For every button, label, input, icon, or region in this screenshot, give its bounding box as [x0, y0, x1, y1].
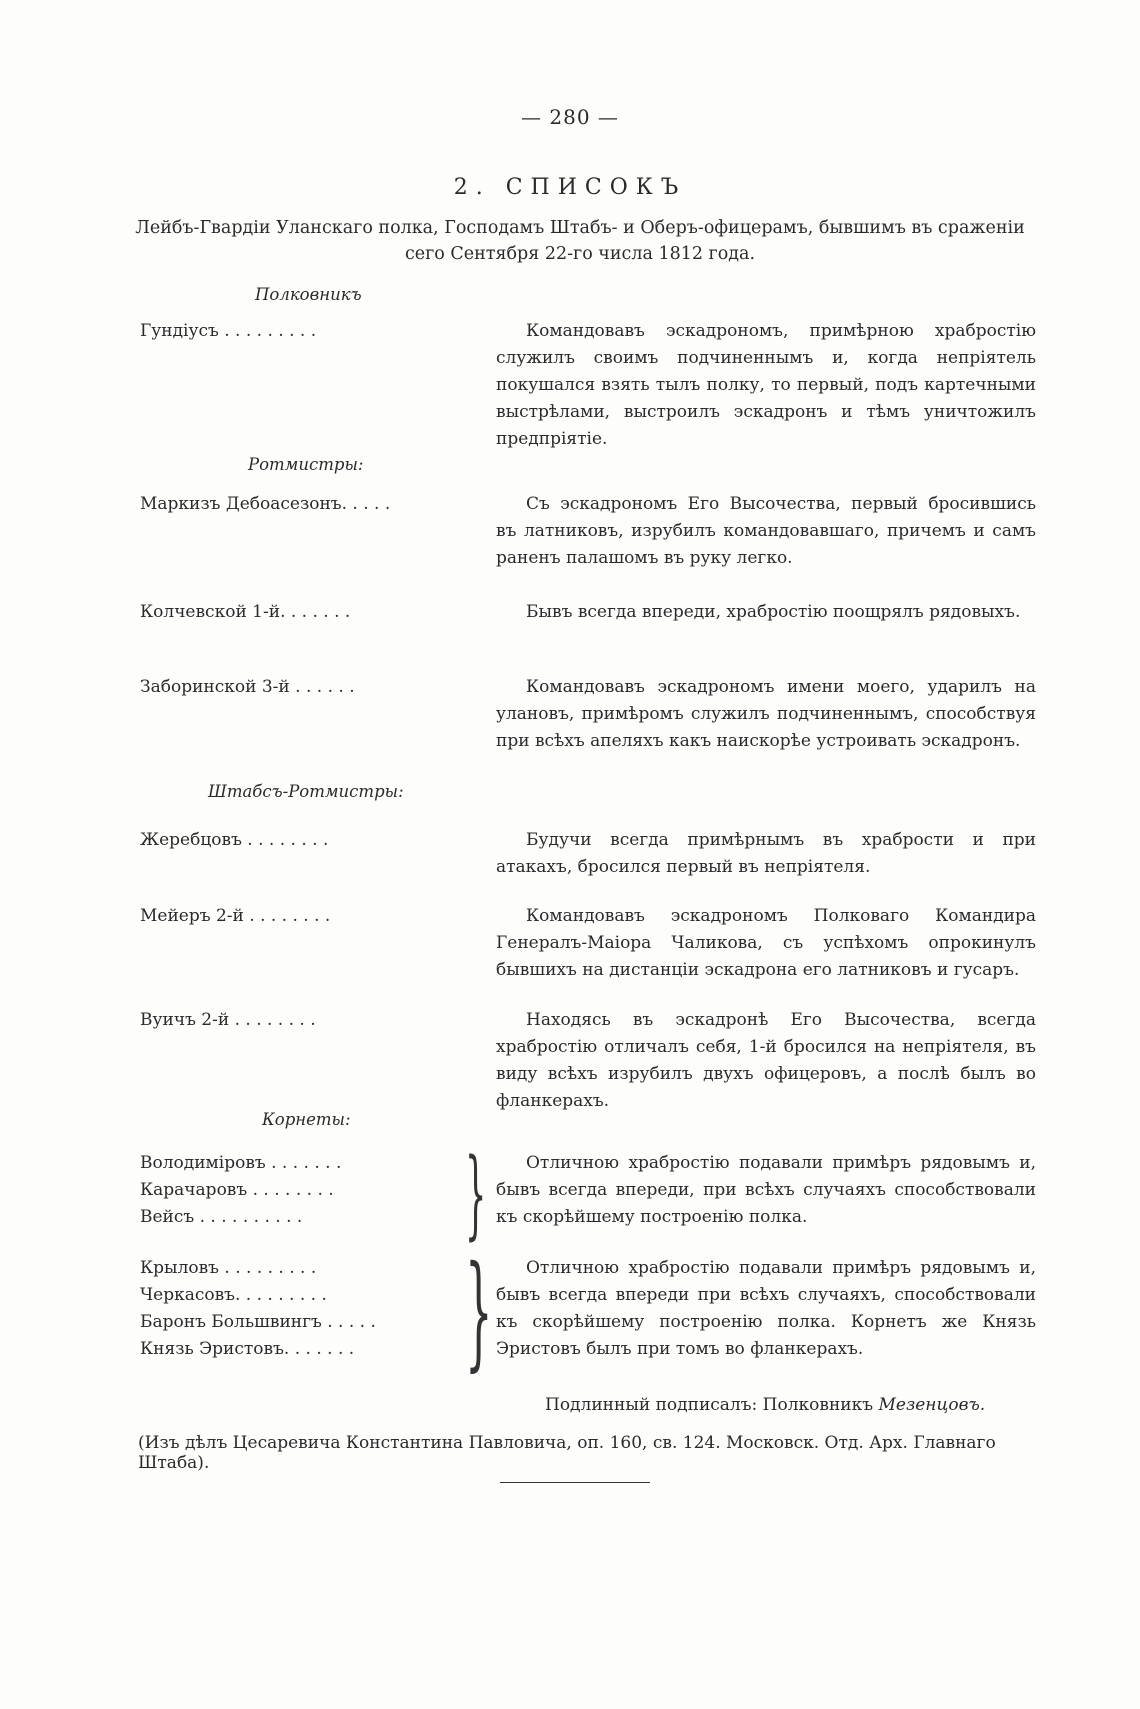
officer-name: Гундіусъ . . . . . . . . .	[140, 321, 317, 341]
officer-description: Съ эскадрономъ Его Высочества, первый бросившись въ латниковъ, изрубилъ командовавшаго, причемъ и самъ раненъ палашомъ въ руку легко.	[496, 494, 1036, 568]
rank-cornets: Корнеты:	[262, 1110, 351, 1129]
officer-description: Командовавъ эскадрономъ, примѣрною храбростію служилъ своимъ подчиненнымъ и, когда непріятель покушался взять тылъ полку, то первый, подъ картечными выстрѣлами, выстроилъ эскадронъ и тѣмъ уничтожилъ предпріятіе.	[496, 321, 1036, 449]
document-subtitle: Лейбъ-Гвардіи Уланскаго полка, Господамъ Штабъ- и Оберъ-офицерамъ, бывшимъ въ сраженіи сего Сентября 22-го числа 1812 года.	[135, 218, 1025, 264]
page-number: — 280 —	[521, 105, 619, 129]
cornet-group-1-names	[140, 1150, 465, 1231]
rank-staff-captains: Штабсъ-Ротмистры:	[208, 782, 404, 801]
officer-description: Отличною храбростію подавали примѣръ рядовымъ и, бывъ всегда впереди при всѣхъ случаяхъ, способствовали къ скорѣйшему построенію полка. Корнетъ же Князь Эристовъ былъ при томъ во фланкерахъ.	[496, 1258, 1036, 1359]
officer-name: Колчевской 1-й. . . . . . .	[140, 602, 351, 622]
officer-description: Отличною храбростію подавали примѣръ рядовымъ и, бывъ всегда впереди, при всѣхъ случаяхъ способствовали къ скорѣйшему построенію полка.	[496, 1153, 1036, 1227]
officer-description: Командовавъ эскадрономъ Полковаго Командира Генералъ-Маіора Чаликова, съ успѣхомъ опрокинулъ бывшихъ на дистанціи эскадрона его латниковъ и гусаръ.	[496, 906, 1036, 980]
officer-name: Володиміровъ . . . . . . .	[140, 1153, 342, 1173]
rank-captains: Ротмистры:	[248, 455, 364, 474]
officer-description: Будучи всегда примѣрнымъ въ храбрости и при атакахъ, бросился первый въ непріятеля.	[496, 830, 1036, 877]
officer-name: Заборинской 3-й . . . . . .	[140, 677, 355, 697]
officer-name: Князь Эристовъ. . . . . . .	[140, 1339, 355, 1359]
right-brace: }	[465, 1240, 493, 1384]
officer-name: Вуичъ 2-й . . . . . . . .	[140, 1010, 316, 1030]
officer-description: Бывъ всегда впереди, храбростію поощрялъ рядовыхъ.	[526, 602, 1021, 622]
signature-text: Подлинный подписалъ: Полковникъ	[545, 1395, 874, 1415]
officer-name: Мейеръ 2-й . . . . . . . .	[140, 906, 331, 926]
officer-name: Карачаровъ . . . . . . . .	[140, 1180, 334, 1200]
officer-name: Вейсъ . . . . . . . . . .	[140, 1207, 303, 1227]
signature-line	[545, 1395, 985, 1415]
source-note: (Изъ дѣлъ Цесаревича Константина Павловича, оп. 160, св. 124. Московск. Отд. Арх. Главнаго Штаба).	[138, 1433, 996, 1473]
officer-description: Командовавъ эскадрономъ имени моего, ударилъ на улановъ, примѣромъ служилъ подчиненнымъ, способствуя при всѣхъ апеляхъ какъ наискорѣе устроивать эскадронъ.	[496, 677, 1036, 751]
officer-name: Маркизъ Дебоасезонъ. . . . .	[140, 494, 391, 514]
document-heading: 2. СПИСОКЪ	[453, 175, 687, 200]
officer-description: Находясь въ эскадронѣ Его Высочества, всегда храбростію отличалъ себя, 1-й бросился на непріятеля, въ виду всѣхъ изрубилъ двухъ офицеровъ, а послѣ былъ во фланкерахъ.	[496, 1010, 1036, 1111]
closing-rule	[500, 1482, 650, 1483]
cornet-group-2-names	[140, 1255, 465, 1363]
signature-name: Мезенцовъ.	[878, 1395, 986, 1415]
officer-name: Крыловъ . . . . . . . . .	[140, 1258, 317, 1278]
officer-name: Жеребцовъ . . . . . . . .	[140, 830, 329, 850]
right-brace: }	[465, 1138, 487, 1250]
rank-colonel: Полковникъ	[255, 285, 362, 304]
officer-name: Черкасовъ. . . . . . . . .	[140, 1285, 327, 1305]
officer-name: Баронъ Большвингъ . . . . .	[140, 1312, 376, 1332]
